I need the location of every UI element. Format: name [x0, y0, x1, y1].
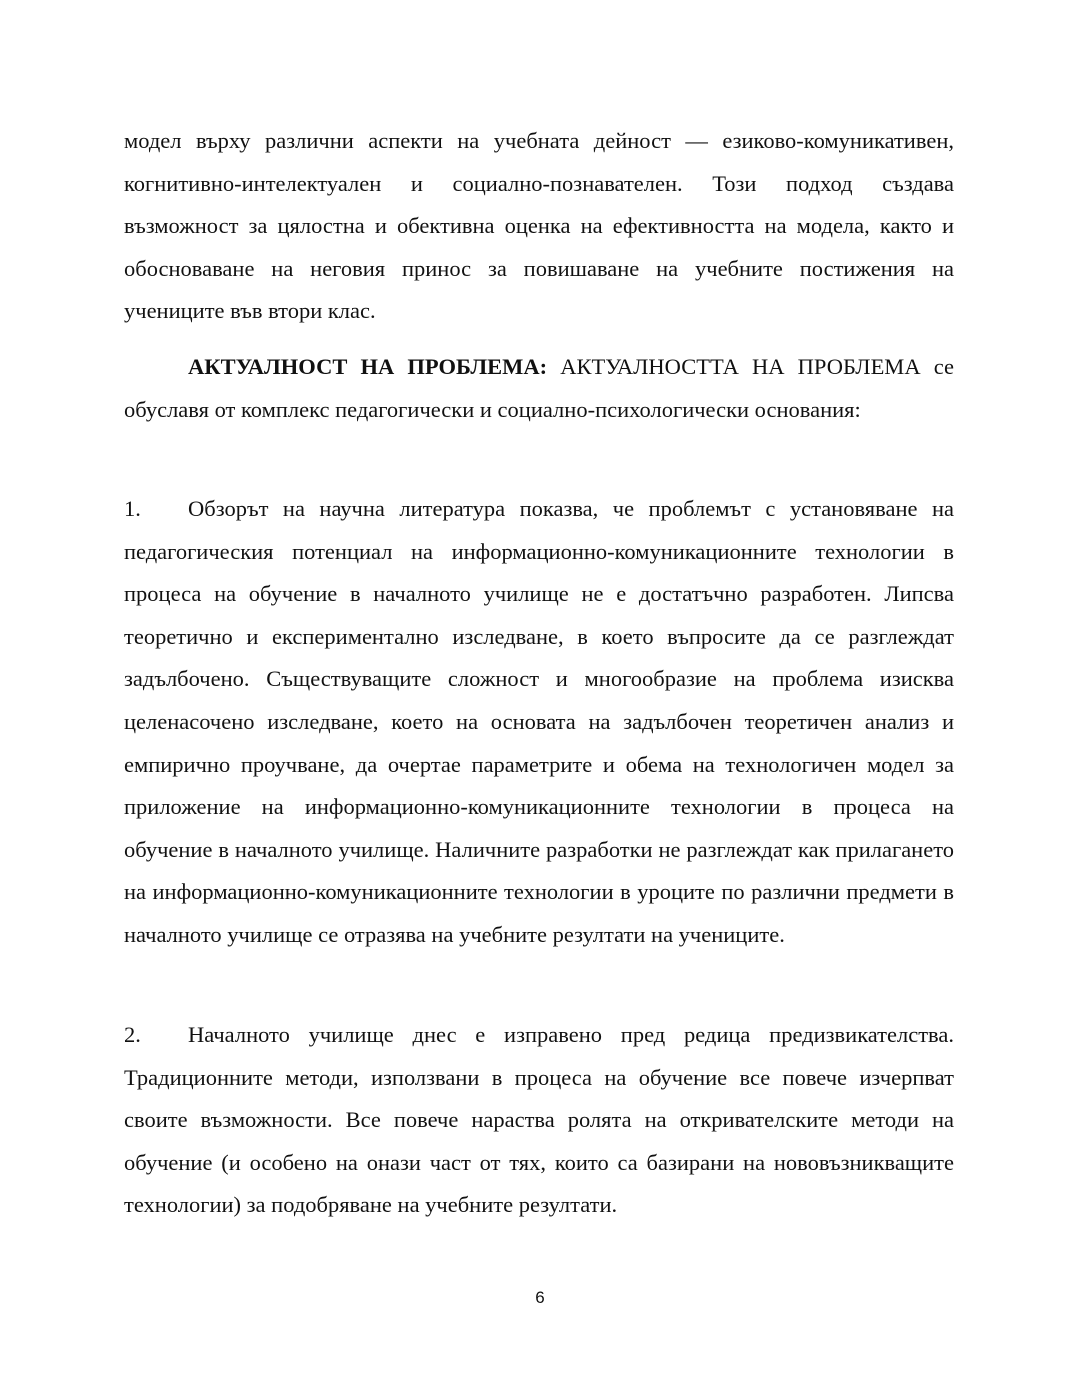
section-heading: АКТУАЛНОСТ НА ПРОБЛЕМА:: [188, 354, 548, 379]
list-item-2-number: 2.: [124, 1022, 141, 1047]
list-item-1-number: 1.: [124, 496, 141, 521]
section-heading-text: АКТУАЛНОСТТА НА ПРОБЛЕМА се обуславя от комплекс педагогически и социално-психологически основания:: [124, 354, 954, 422]
paragraph-intro: [124, 120, 954, 333]
page-number: 6: [535, 1288, 545, 1307]
list-item-1-paragraph: [124, 488, 954, 957]
list-item-1-text: Обзорът на научна литература показва, че проблемът с установяване на педагогическия потенциал на информационно-комуникационните технологии в процеса на обучение в началното училище не е достатъчно разработен. Липсва теоретично и експериментално изследване, в което въпросите да се разглеждат задълбочено. Съществуващите сложност и многообразие на проблема изисква целенасочено изследване, което на основата на задълбочен теоретичен анализ и емпирично проучване, да очертае параметрите и обема на технологичен модел за приложение на информационно-комуникационните технологии в процеса на обучение в началното училище. Наличните разработки не разглеждат как прилагането на информационно-комуникационните технологии в уроците по различни предмети в началното училище се отразява на учебните резултати на учениците.: [124, 496, 954, 947]
list-item-2: [124, 1014, 954, 1227]
list-item-1: [124, 488, 954, 957]
paragraph-intro-text: модел върху различни аспекти на учебната дейност — езиково-комуникативен, когнитивно-интелектуален и социално-познавателен. Този подход създава възможност за цялостна и обективна оценка на ефективността на модела, както и обосноваване на неговия принос за повишаване на учебните постижения на учениците във втори клас.: [124, 128, 954, 324]
list-item-2-paragraph: [124, 1014, 954, 1227]
section-relevance-paragraph: [124, 346, 954, 431]
section-relevance: [124, 346, 954, 431]
list-item-2-text: Началното училище днес е изправено пред редица предизвикателства. Традиционните методи, използвани в процеса на обучение все повече изчерпват своите възможности. Все повече нараства ролята на откривателските методи на обучение (и особено на онази част от тях, които са базирани на нововъзникващите технологии) за подобряване на учебните резултати.: [124, 1022, 954, 1218]
